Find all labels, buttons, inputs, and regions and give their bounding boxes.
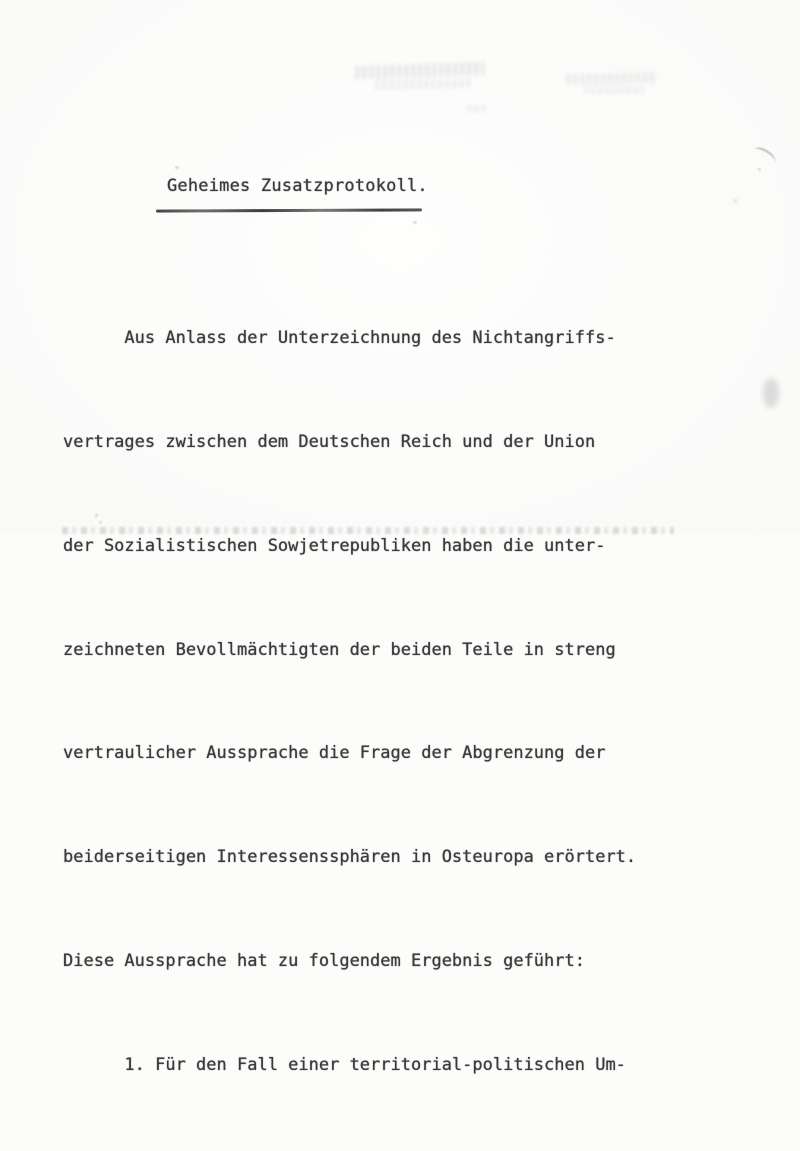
paper-speck bbox=[758, 168, 761, 171]
cutoff-next-line bbox=[62, 527, 674, 534]
ink-bleed-mark bbox=[468, 105, 486, 112]
ink-bleed-mark bbox=[376, 78, 472, 90]
text-line: vertraulicher Aussprache die Frage der Abgrenzung der bbox=[63, 743, 606, 764]
text-line: 1. Für den Fall einer territorial-politischen Um- bbox=[63, 1054, 626, 1075]
text-line: zeichneten Bevollmächtigten der beiden Teile in streng bbox=[63, 639, 616, 660]
text-line: Diese Aussprache hat zu folgendem Ergebnis geführt: bbox=[63, 950, 585, 971]
ink-bleed-mark bbox=[567, 72, 657, 85]
paper-speck bbox=[413, 221, 417, 224]
text-line: der Sozialistischen Sowjetrepubliken haben die unter- bbox=[63, 535, 606, 556]
text-line: beiderseitigen Interessenssphären in Osteuropa erörtert. bbox=[63, 847, 637, 868]
paper-speck bbox=[733, 199, 738, 203]
paper-speck bbox=[175, 166, 179, 169]
pencil-squiggle-mark bbox=[752, 145, 779, 167]
ink-bleed-mark bbox=[585, 86, 643, 94]
ink-bleed-mark bbox=[356, 62, 484, 79]
title-underline bbox=[156, 208, 422, 212]
document-title: Geheimes Zusatzprotokoll. bbox=[167, 176, 428, 196]
document-body bbox=[63, 252, 773, 1151]
text-line: vertrages zwischen dem Deutschen Reich und der Union bbox=[63, 431, 596, 452]
text-line: Aus Anlass der Unterzeichnung des Nichtangriffs- bbox=[63, 328, 616, 349]
